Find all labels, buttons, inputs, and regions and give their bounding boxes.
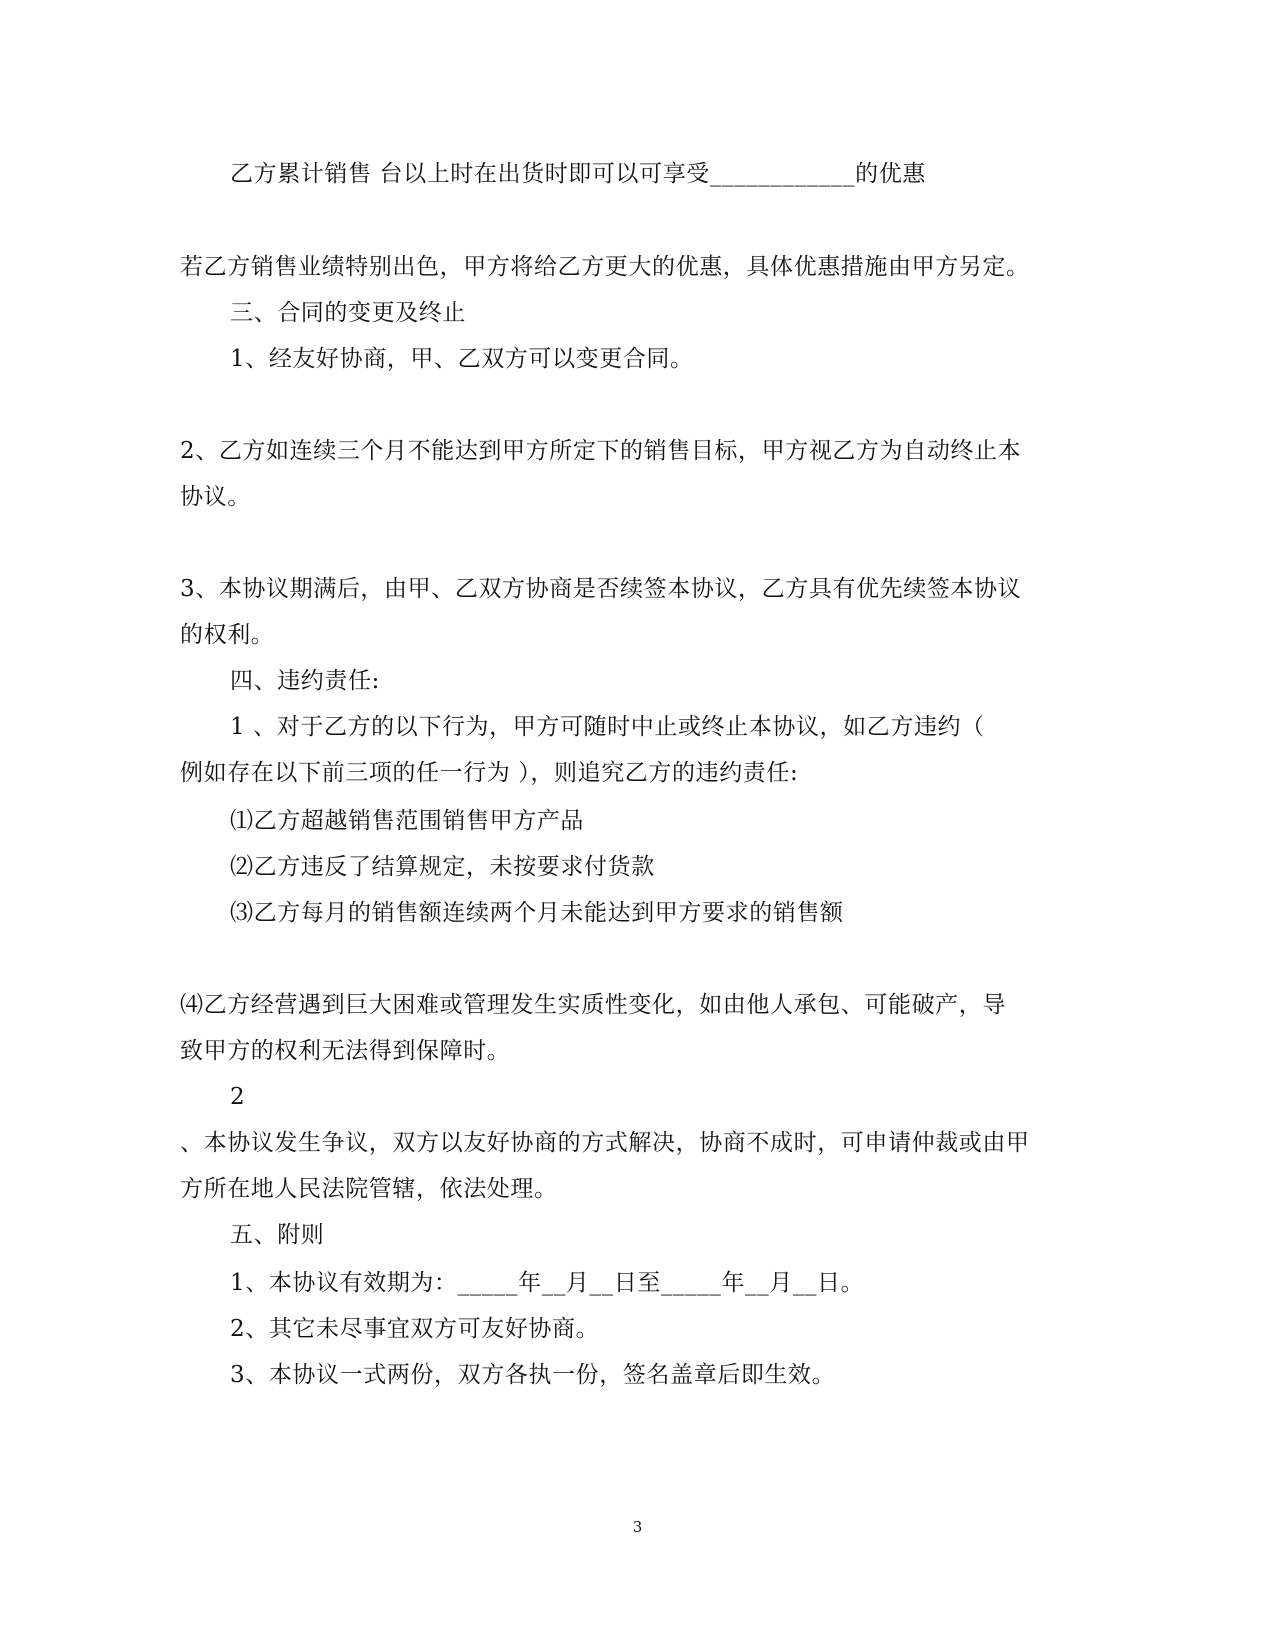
- list-item-4-1-2: ⑵乙方违反了结算规定，未按要求付货款: [230, 854, 655, 880]
- clause-line-5-3: 3、本协议一式两份，双方各执一份，签名盖章后即生效。: [230, 1362, 836, 1388]
- paragraph-line-extra-discount: 若乙方销售业绩特别出色，甲方将给乙方更大的优惠，具体优惠措施由甲方另定。: [180, 254, 1030, 280]
- paragraph-line-discount: 乙方累计销售 台以上时在出货时即可以可享受____________的优惠: [230, 161, 926, 187]
- clause-line-4-2b: 方所在地人民法院管辖，依法处理。: [180, 1176, 558, 1202]
- clause-line-5-2: 2、其它未尽事宜双方可友好协商。: [230, 1316, 600, 1342]
- clause-line-3-3a: 3、本协议期满后，由甲、乙双方协商是否续签本协议，乙方具有优先续签本协议: [180, 576, 1022, 602]
- list-item-4-1-1: ⑴乙方超越销售范围销售甲方产品: [230, 808, 584, 834]
- section-heading-supplementary: 五、附则: [230, 1222, 325, 1248]
- list-item-4-1-4a: ⑷乙方经营遇到巨大困难或管理发生实质性变化，如由他人承包、可能破产，导: [180, 992, 1006, 1018]
- clause-line-4-1b: 例如存在以下前三项的任一行为 ），则追究乙方的违约责任:: [180, 760, 799, 786]
- clause-line-4-1a: 1 、对于乙方的以下行为，甲方可随时中止或终止本协议，如乙方违约（: [230, 714, 985, 740]
- section-heading-liability: 四、违约责任:: [230, 668, 380, 694]
- section-heading-contract-change: 三、合同的变更及终止: [230, 300, 466, 326]
- list-item-4-1-3: ⑶乙方每月的销售额连续两个月未能达到甲方要求的销售额: [230, 900, 844, 926]
- clause-line-3-2b: 协议。: [180, 484, 251, 510]
- page-number: 3: [632, 1518, 643, 1536]
- clause-line-5-1: 1、本协议有效期为：_____年__月__日至_____年__月__日。: [230, 1270, 865, 1296]
- clause-line-3-3b: 的权利。: [180, 622, 275, 648]
- clause-line-4-2a: 、本协议发生争议，双方以友好协商的方式解决，协商不成时，可申请仲裁或由甲: [180, 1130, 1030, 1156]
- clause-line-3-1: 1、经友好协商，甲、乙双方可以变更合同。: [230, 346, 694, 372]
- clause-line-3-2a: 2、乙方如连续三个月不能达到甲方所定下的销售目标，甲方视乙方为自动终止本: [180, 438, 1022, 464]
- clause-number-4-2: 2: [230, 1084, 246, 1110]
- list-item-4-1-4b: 致甲方的权利无法得到保障时。: [180, 1038, 511, 1064]
